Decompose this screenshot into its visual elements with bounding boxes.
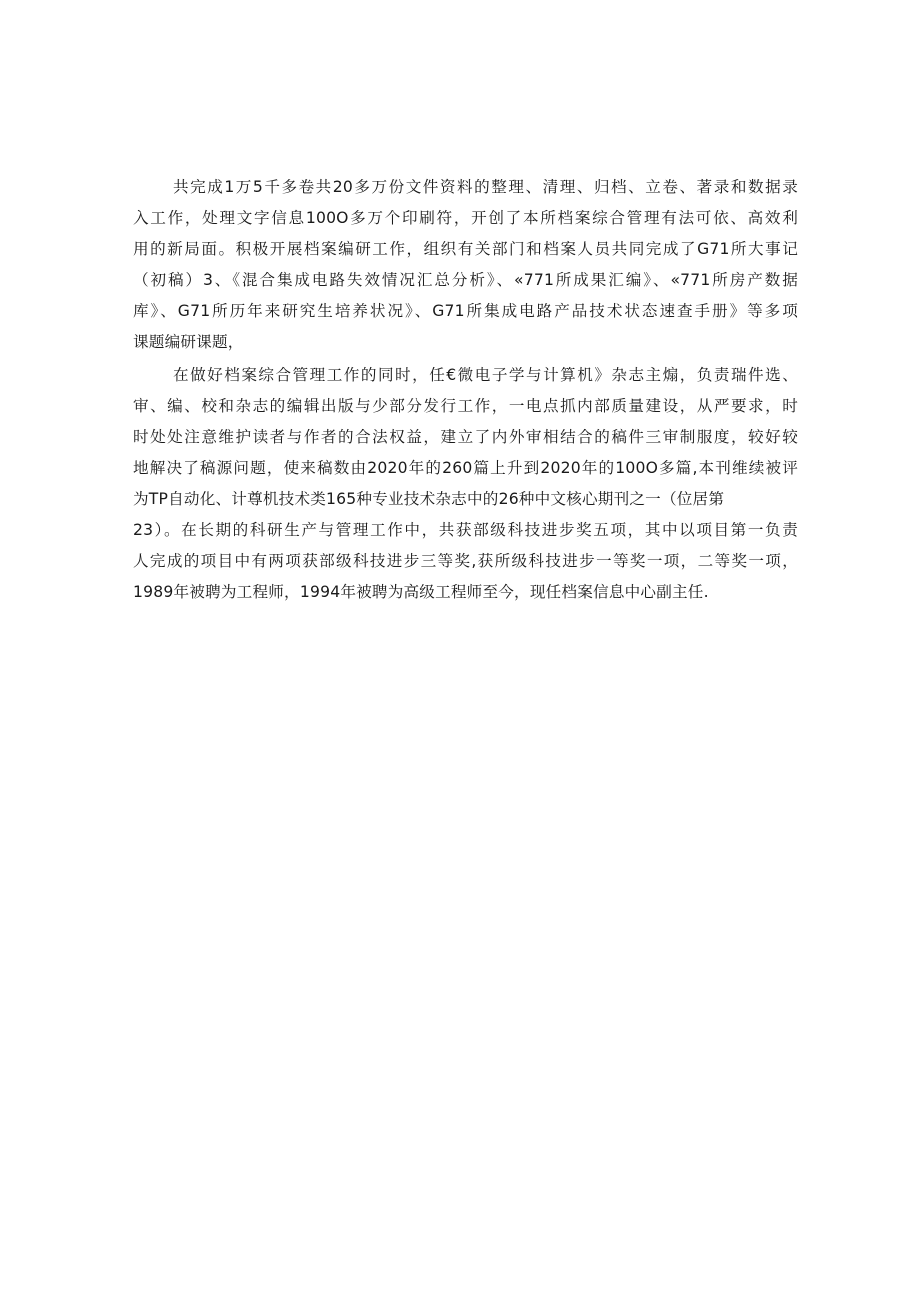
paragraph-line: 课题编研课题， [133, 333, 244, 351]
body-text [133, 172, 798, 608]
paragraph-line: 地解决了稿源问题，使来稿数由2020年的260篇上升到2020年的100O多篇,本刊维续被评 [133, 459, 798, 477]
paragraph-line: （初稿）3、《混合集成电路失效情况汇总分析》、«771所成果汇编》、«771所房产数据 [133, 271, 798, 289]
paragraph-line: 人完成的项目中有两项获部级科技进步三等奖,获所级科技进步一等奖一项，二等奖一项， [133, 552, 798, 570]
paragraph-line: 用的新局面。积极开展档案编研工作，组织有关部门和档案人员共同完成了G71所大事记 [133, 240, 798, 258]
paragraph-line: 在做好档案综合管理工作的同时，任€微电子学与计算机》杂志主煽，负责瑞件选、 [173, 366, 798, 384]
paragraph-line: 库》、G71所历年来研究生培养状况》、G71所集成电路产品技术状态速查手册》等多项 [133, 302, 798, 320]
paragraph-1 [133, 172, 798, 358]
paragraph-line: 入工作，处理文字信息100O多万个印刷符，开创了本所档案综合管理有法可依、高效利 [133, 209, 798, 227]
paragraph-2 [133, 360, 798, 608]
paragraph-line: 共完成1万5千多卷共20多万份文件资料的整理、清理、归档、立卷、著录和数据录 [173, 178, 798, 196]
paragraph-line: 1989年被聘为工程师，1994年被聘为高级工程师至今，现任档案信息中心副主任. [133, 583, 709, 601]
paragraph-line: 审、编、校和杂志的编辑出版与少部分发行工作，一电点抓内部质量建设，从严要求，时 [133, 397, 798, 415]
paragraph-line: 为TP自动化、计尊机技术类165种专业技术杂志中的26种中文核心期刊之一（位居第 [133, 490, 725, 508]
paragraph-line: 时处处注意维护读者与作者的合法权益，建立了内外审相结合的稿件三审制服度，较好较 [133, 428, 798, 446]
paragraph-line: 23）。在长期的科研生产与管理工作中，共获部级科技进步奖五项，其中以项目第一负责 [133, 521, 798, 539]
